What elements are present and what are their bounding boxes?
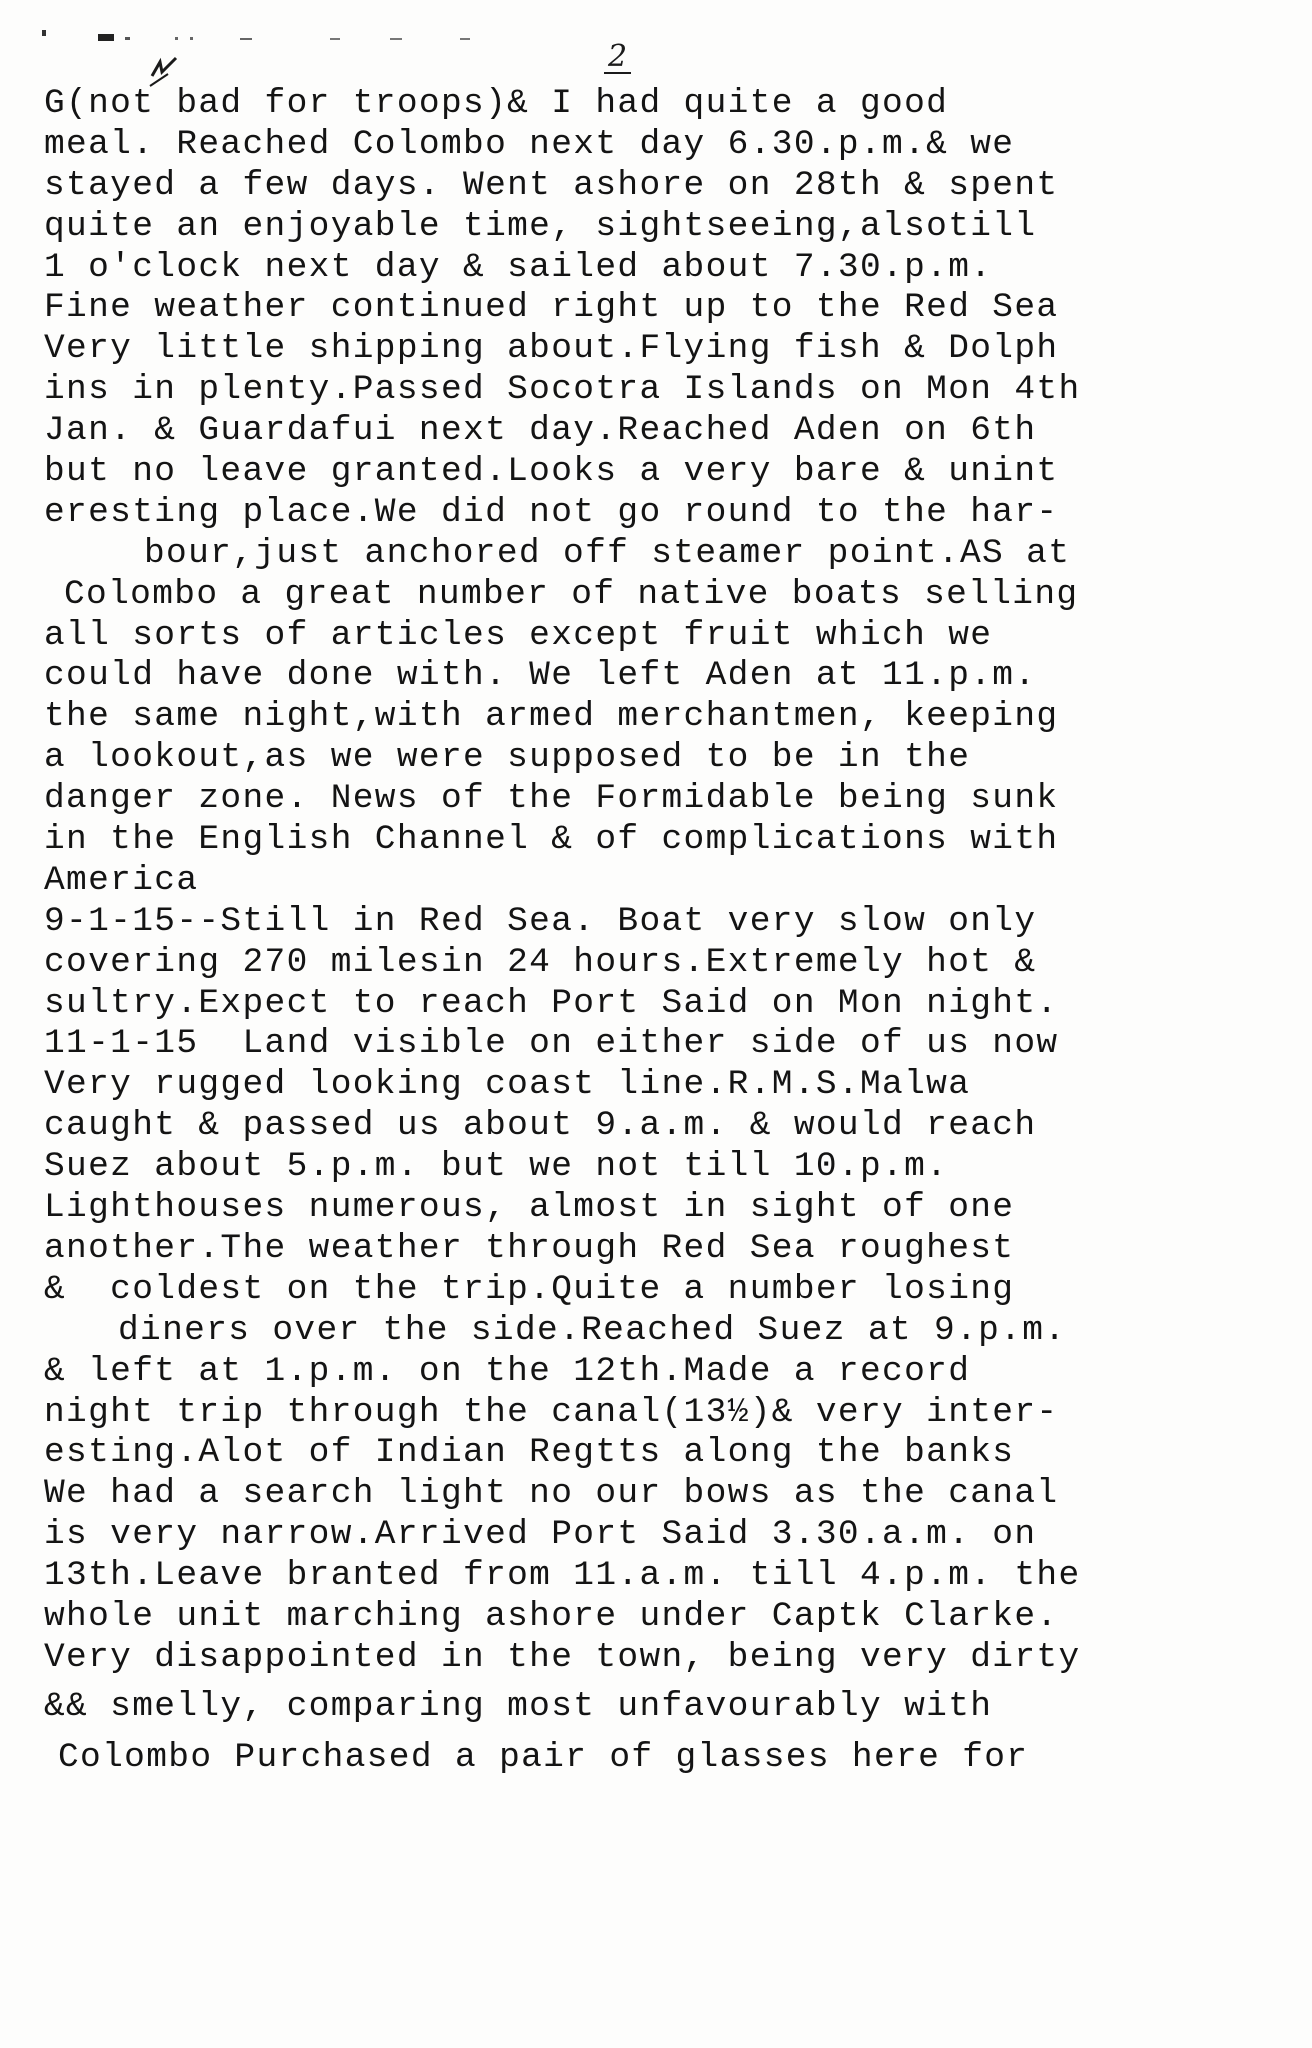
text-line: && smelly, comparing most unfavourably with bbox=[44, 1686, 993, 1726]
text-line: another.The weather through Red Sea roughest bbox=[44, 1228, 1015, 1268]
text-line: all sorts of articles except fruit which we bbox=[44, 615, 993, 655]
text-line: night trip through the canal(13½)& very inter- bbox=[44, 1392, 1059, 1432]
text-line: covering 270 milesin 24 hours.Extremely hot & bbox=[44, 942, 1037, 982]
text-line: stayed a few days. Went ashore on 28th & spent bbox=[44, 165, 1059, 205]
text-line: but no leave granted.Looks a very bare & unint bbox=[44, 452, 1059, 492]
text-line: Jan. & Guardafui next day.Reached Aden on 6th bbox=[44, 411, 1037, 451]
text-line: meal. Reached Colombo next day 6.30.p.m.& we bbox=[44, 124, 1015, 164]
text-line: 9-1-15--Still in Red Sea. Boat very slow only bbox=[44, 901, 1037, 941]
text-line: & coldest on the trip.Quite a number losing bbox=[44, 1269, 1015, 1309]
page-number: 2 bbox=[604, 42, 631, 74]
text-line: a lookout,as we were supposed to be in the bbox=[44, 738, 971, 778]
text-line: 13th.Leave branted from 11.a.m. till 4.p.m. the bbox=[44, 1556, 1081, 1596]
scan-speck-marks bbox=[40, 20, 500, 50]
text-line: in the English Channel & of complications with bbox=[44, 820, 1059, 860]
text-line: esting.Alot of Indian Regtts along the banks bbox=[44, 1433, 1015, 1473]
text-line: sultry.Expect to reach Port Said on Mon night. bbox=[44, 983, 1059, 1023]
text-line: Very little shipping about.Flying fish & Dolph bbox=[44, 329, 1059, 369]
text-line: quite an enjoyable time, sightseeing,alsotill bbox=[44, 206, 1037, 246]
text-line: danger zone. News of the Formidable being sunk bbox=[44, 779, 1059, 819]
text-line: whole unit marching ashore under Captk Clarke. bbox=[44, 1596, 1059, 1636]
text-line: caught & passed us about 9.a.m. & would reach bbox=[44, 1106, 1037, 1146]
text-line: is very narrow.Arrived Port Said 3.30.a.m. on bbox=[44, 1515, 1037, 1555]
text-line: Colombo a great number of native boats selling bbox=[64, 574, 1079, 614]
diary-text bbox=[44, 84, 1284, 1779]
text-line: 11-1-15 Land visible on either side of us now bbox=[44, 1024, 1059, 1064]
text-line: eresting place.We did not go round to the har- bbox=[44, 492, 1059, 532]
text-line: & left at 1.p.m. on the 12th.Made a record bbox=[44, 1351, 971, 1391]
text-line: bour,just anchored off steamer point.AS at bbox=[144, 533, 1071, 573]
text-line: Lighthouses numerous, almost in sight of one bbox=[44, 1188, 1015, 1228]
text-line: the same night,with armed merchantmen, keeping bbox=[44, 697, 1059, 737]
text-line: G(not bad for troops)& I had quite a good bbox=[44, 84, 949, 123]
text-line: Very disappointed in the town, being very dirty bbox=[44, 1637, 1081, 1677]
text-line: America bbox=[44, 860, 199, 900]
text-line: Colombo Purchased a pair of glasses here for bbox=[58, 1737, 1029, 1777]
text-line: could have done with. We left Aden at 11.p.m. bbox=[44, 656, 1037, 696]
text-line: ins in plenty.Passed Socotra Islands on Mon 4th bbox=[44, 370, 1081, 410]
text-line: 1 o'clock next day & sailed about 7.30.p.m. bbox=[44, 247, 993, 287]
text-line: diners over the side.Reached Suez at 9.p.m. bbox=[118, 1310, 1067, 1350]
text-line: Suez about 5.p.m. but we not till 10.p.m. bbox=[44, 1147, 949, 1187]
text-line: We had a search light no our bows as the canal bbox=[44, 1474, 1059, 1514]
text-line: Very rugged looking coast line.R.M.S.Malwa bbox=[44, 1065, 971, 1105]
text-line: Fine weather continued right up to the Red Sea bbox=[44, 288, 1059, 328]
